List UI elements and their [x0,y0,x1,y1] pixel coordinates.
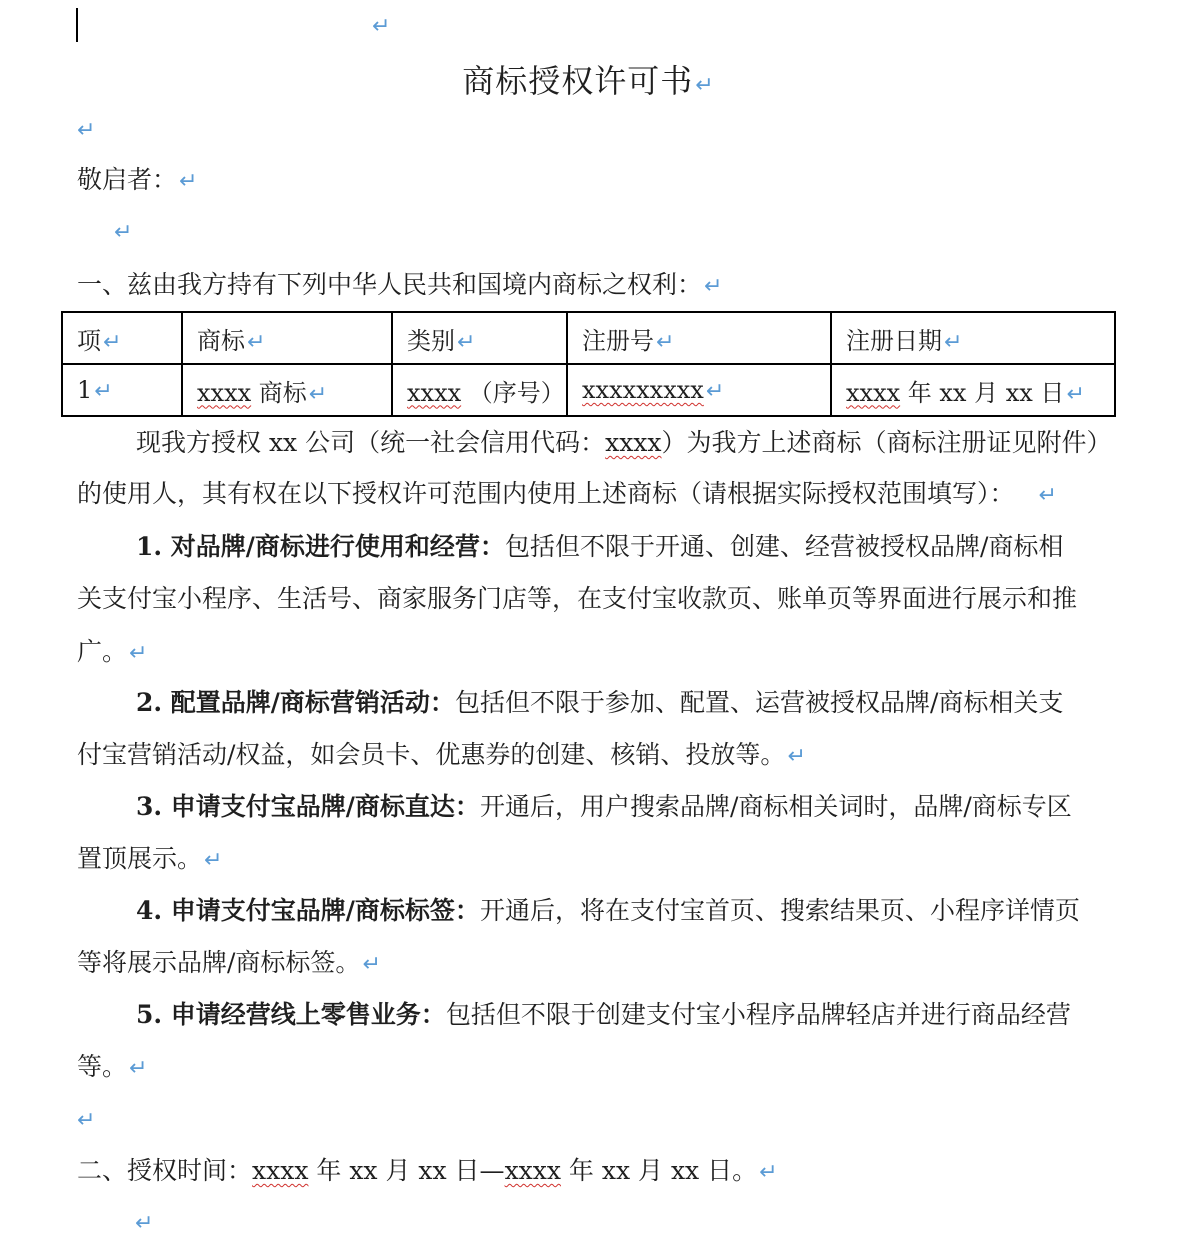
section-2-heading: 二、授权时间：xxxx 年 xx 月 xx 日—xxxx 年 xx 月 xx 日。↵ [77,1156,778,1185]
table-cell[interactable]: 类别↵ [392,312,567,364]
spellcheck-text: xxxx [197,378,252,407]
list-item-line: 等。↵ [77,1052,148,1081]
paragraph-mark-icon: ↵ [1038,483,1057,508]
paragraph-mark-icon: ↵ [77,118,96,143]
document-title: 商标授权许可书↵ [462,62,715,100]
paragraph-mark-icon: ↵ [129,1056,148,1081]
empty-paragraph [133,1205,153,1241]
paragraph-mark-icon: ↵ [1066,381,1085,407]
body-paragraph-line: 现我方授权 xx 公司（统一社会信用代码：xxxx）为我方上述商标（商标注册证见附件） [136,428,1112,457]
trademark-table [61,311,1116,417]
list-item: 3. 申请支付宝品牌/商标直达：开通后，用户搜索品牌/商标相关词时，品牌/商标专区 [136,792,1072,821]
body-paragraph-line: 的使用人，其有权在以下授权许可范围内使用上述商标（请根据实际授权范围填写）： ↵ [77,479,1057,508]
paragraph-mark-icon: ↵ [135,1211,154,1236]
paragraph-mark-icon: ↵ [372,14,391,39]
spellcheck-text: xxxx [407,378,462,407]
paragraph-mark-icon: ↵ [759,1160,778,1185]
empty-paragraph [75,112,95,148]
table-cell[interactable] [567,364,831,416]
list-item-line: 广。↵ [77,637,148,666]
paragraph-mark-icon: ↵ [656,329,675,355]
section-1-heading: 一、兹由我方持有下列中华人民共和国境内商标之权利：↵ [77,270,723,299]
list-item: 2. 配置品牌/商标营销活动：包括但不限于参加、配置、运营被授权品牌/商标相关支 [136,688,1064,717]
paragraph-mark-icon: ↵ [704,274,723,299]
paragraph-mark-icon: ↵ [705,379,725,404]
table-row [62,364,1115,416]
paragraph-mark-icon: ↵ [114,220,133,245]
table-cell[interactable]: xxxx 商标↵ [182,364,392,416]
list-item-line: 等将展示品牌/商标标签。↵ [77,948,381,977]
table-cell[interactable]: 注册号↵ [567,312,831,364]
table-cell[interactable]: 注册日期↵ [831,312,1115,364]
list-item: 1. 对品牌/商标进行使用和经营：包括但不限于开通、创建、经营被授权品牌/商标相 [136,532,1064,561]
text-cursor [76,8,78,42]
list-item-line: 付宝营销活动/权益，如会员卡、优惠券的创建、核销、投放等。↵ [77,740,806,769]
paragraph-mark-icon: ↵ [944,329,963,355]
paragraph-mark-icon: ↵ [308,381,328,407]
paragraph-mark-icon: ↵ [457,329,476,355]
table-cell[interactable]: 项↵ [62,312,182,364]
list-item-line: 关支付宝小程序、生活号、商家服务门店等，在支付宝收款页、账单页等界面进行展示和推 [77,584,1078,613]
salutation: 敬启者：↵ [77,165,198,194]
paragraph-mark-icon: ↵ [77,1108,96,1133]
paragraph-mark-icon: ↵ [787,744,806,769]
paragraph-mark-icon: ↵ [179,169,198,194]
paragraph-mark-icon: ↵ [247,329,266,355]
spellcheck-text: xxxx [504,1156,561,1185]
paragraph-mark-icon: ↵ [362,952,381,977]
spellcheck-text: xxxxxxxxx [582,376,704,404]
list-item-line: 置顶展示。↵ [77,844,223,873]
paragraph-mark-icon: ↵ [129,641,148,666]
table-cell[interactable]: xxxx （序号） [392,364,567,416]
spellcheck-text: xxxx [252,1156,309,1185]
paragraph-mark-icon: ↵ [695,73,715,98]
spellcheck-text: xxxx [605,428,662,457]
empty-paragraph [75,1102,95,1138]
paragraph-mark-icon: ↵ [94,379,113,404]
paragraph-mark-icon: ↵ [204,848,223,873]
paragraph-mark-icon: ↵ [103,329,122,355]
spellcheck-text: xxxx [846,378,901,407]
table-cell[interactable]: 1↵ [62,364,182,416]
empty-paragraph [370,8,390,44]
empty-paragraph [112,214,132,250]
table-cell[interactable]: xxxx 年 xx 月 xx 日↵ [831,364,1115,416]
list-item: 5. 申请经营线上零售业务：包括但不限于创建支付宝小程序品牌轻店并进行商品经营 [136,1000,1071,1029]
list-item: 4. 申请支付宝品牌/商标标签：开通后，将在支付宝首页、搜索结果页、小程序详情页 [136,896,1080,925]
table-cell[interactable]: 商标↵ [182,312,392,364]
table-header-row [62,312,1115,364]
